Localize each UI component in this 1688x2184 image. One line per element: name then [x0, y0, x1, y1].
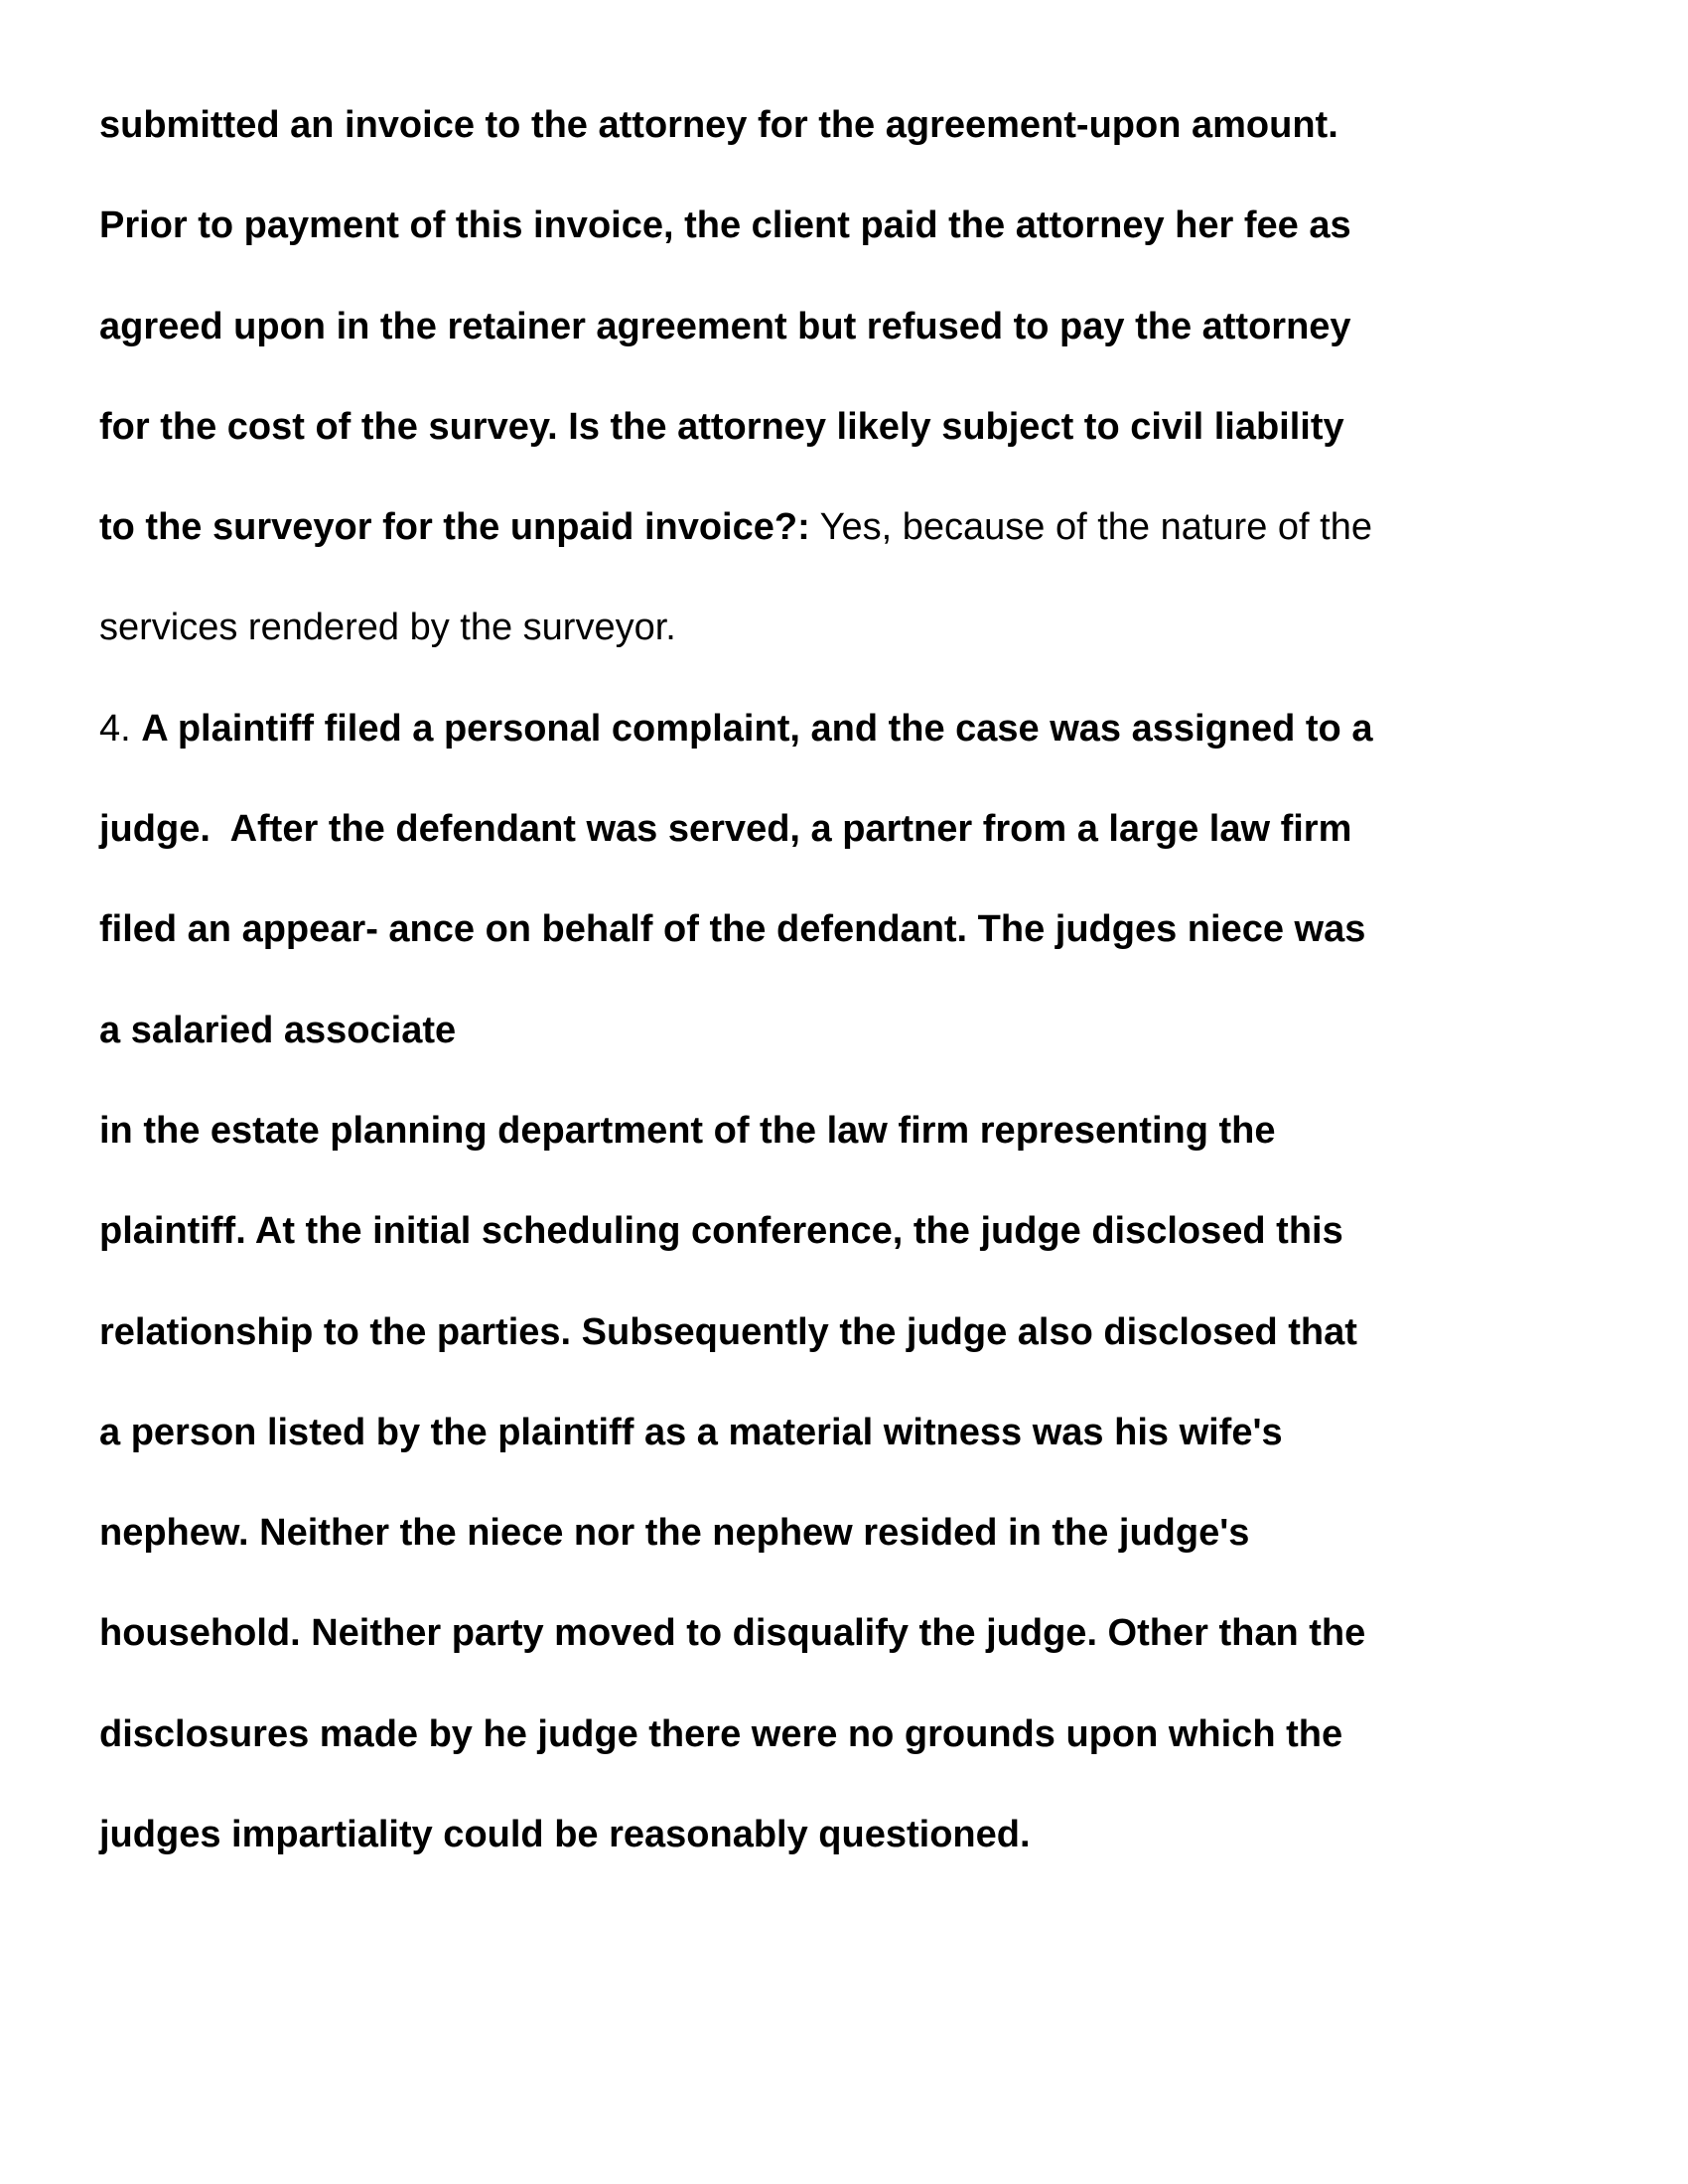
text-line — [99, 1706, 1648, 1807]
question-text: nephew. Neither the niece nor the nephew resided in the judge's — [99, 1512, 1250, 1555]
text-line — [99, 499, 1648, 600]
text-line — [99, 299, 1648, 399]
question-text: A plaintiff filed a personal complaint, and the case was assigned to a — [141, 707, 1373, 750]
question-text: household. Neither party moved to disqualify the judge. Other than the — [99, 1612, 1366, 1655]
question-text: relationship to the parties. Subsequently the judge also disclosed that — [99, 1310, 1357, 1353]
text-line — [99, 801, 1648, 901]
question-text: to the surveyor for the unpaid invoice?: — [99, 506, 810, 549]
text-line — [99, 1605, 1648, 1706]
text-line — [99, 198, 1648, 298]
document-page — [99, 97, 1648, 1907]
text-line — [99, 600, 1648, 700]
question-text: judge. After the defendant was served, a partner from a large law firm — [99, 808, 1352, 851]
question-number: 4. — [99, 707, 142, 750]
text-line — [99, 1203, 1648, 1303]
text-line — [99, 1807, 1648, 1907]
question-text: filed an appear- ance on behalf of the defendant. The judges niece was — [99, 908, 1366, 951]
question-text: judges impartiality could be reasonably questioned. — [99, 1814, 1031, 1856]
text-line — [99, 901, 1648, 1002]
question-text: in the estate planning department of the law firm representing the — [99, 1109, 1276, 1152]
question-text: plaintiff. At the initial scheduling conference, the judge disclosed this — [99, 1210, 1343, 1253]
question-text: Prior to payment of this invoice, the client paid the attorney her fee as — [99, 205, 1351, 247]
question-text: submitted an invoice to the attorney for the agreement-upon amount. — [99, 104, 1338, 146]
text-line — [99, 1003, 1648, 1103]
answer-text: services rendered by the surveyor. — [99, 607, 676, 649]
question-text: for the cost of the survey. Is the attorney likely subject to civil liability — [99, 405, 1344, 448]
text-line — [99, 1103, 1648, 1203]
text-line — [99, 399, 1648, 499]
answer-text: Yes, because of the nature of the — [809, 506, 1372, 549]
question-text: a salaried associate — [99, 1009, 457, 1051]
text-line — [99, 701, 1648, 801]
text-line — [99, 1505, 1648, 1605]
question-text: agreed upon in the retainer agreement but refused to pay the attorney — [99, 305, 1351, 347]
text-line — [99, 97, 1648, 198]
question-text: a person listed by the plaintiff as a material witness was his wife's — [99, 1411, 1283, 1453]
text-line — [99, 1405, 1648, 1505]
text-line — [99, 1304, 1648, 1405]
question-text: disclosures made by he judge there were no grounds upon which the — [99, 1712, 1343, 1755]
